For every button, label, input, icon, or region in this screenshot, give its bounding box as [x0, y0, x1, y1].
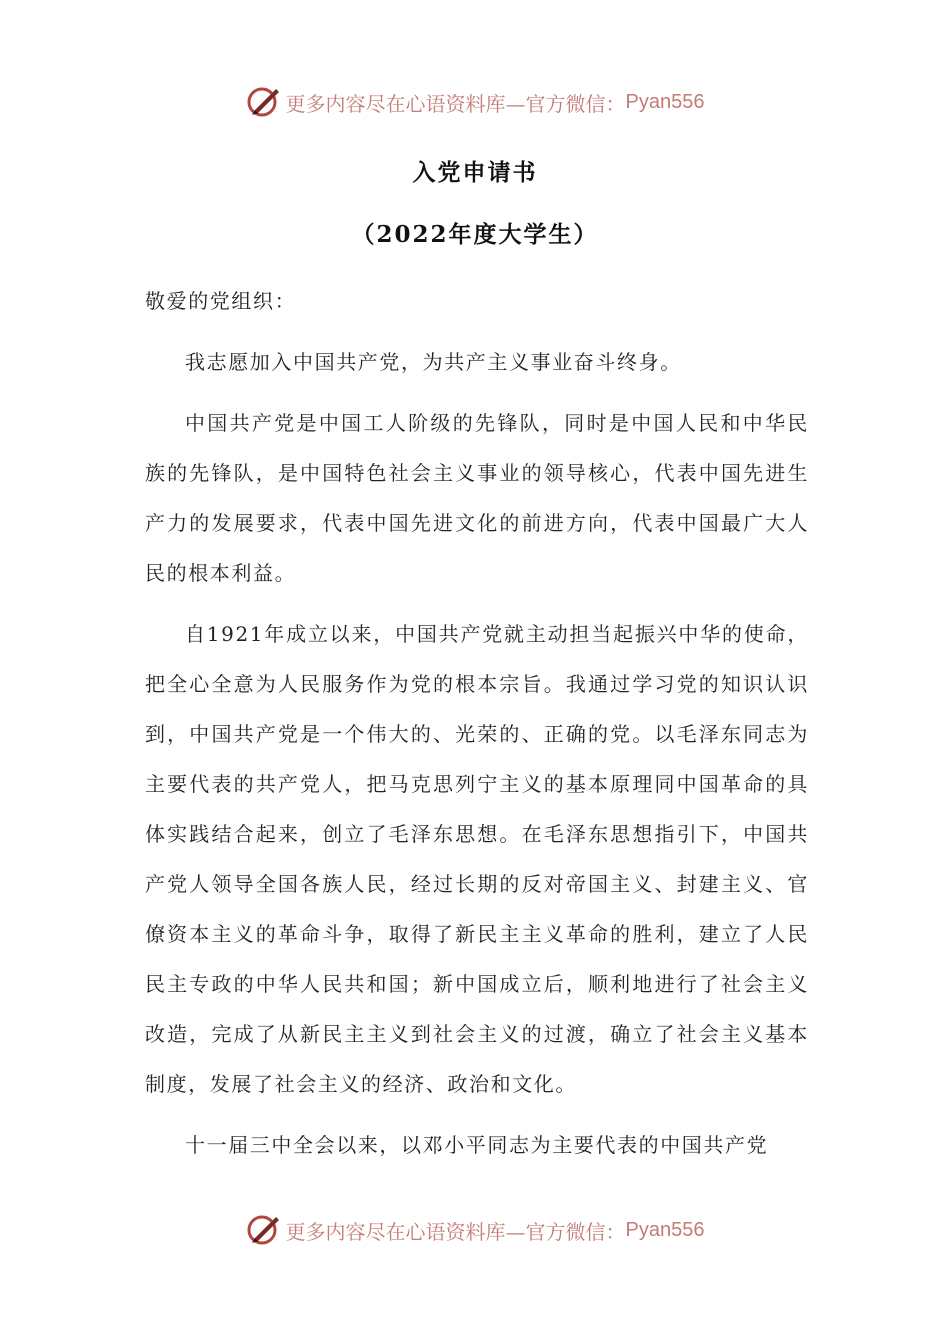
quill-pen-logo-icon — [246, 1212, 282, 1248]
watermark-handle: Pyan556 — [625, 1218, 705, 1241]
quill-pen-logo-icon — [246, 84, 282, 120]
document-title: 入党申请书 — [412, 159, 538, 186]
paragraph-4: 十一届三中全会以来，以邓小平同志为主要代表的中国共产党 — [185, 1133, 769, 1157]
watermark-text: 更多内容尽在心语资料库—官方微信： — [285, 91, 626, 116]
paragraph-2: 中国共产党是中国工人阶级的先锋队，同时是中国人民和中华民族的先锋队，是中国特色社会主义事业的领导核心，代表中国先进生产力的发展要求，代表中国先进文化的前进方向，代表中国最广大人民的根本利益。 — [145, 411, 809, 585]
salutation: 敬爱的党组织： — [145, 289, 297, 313]
watermark-text: 更多内容尽在心语资料库—官方微信： — [285, 1219, 626, 1244]
watermark-handle: Pyan556 — [625, 90, 705, 113]
header-watermark — [0, 82, 950, 122]
footer-watermark — [0, 1210, 950, 1250]
document-subtitle: （2022年度大学生） — [351, 221, 599, 248]
paragraph-1: 我志愿加入中国共产党，为共产主义事业奋斗终身。 — [185, 350, 682, 374]
document-body — [145, 276, 809, 1181]
paragraph-3: 自1921年成立以来，中国共产党就主动担当起振兴中华的使命，把全心全意为人民服务作为党的根本宗旨。我通过学习党的知识认识到，中国共产党是一个伟大的、光荣的、正确的党。以毛泽东同志为主要代表的共产党人，把马克思列宁主义的基本原理同中国革命的具体实践结合起来，创立了毛泽东思想。在毛泽东思想指引下，中国共产党人领导全国各族人民，经过长期的反对帝国主义、封建主义、官僚资本主义的革命斗争，取得了新民主主义革命的胜利，建立了人民民主专政的中华人民共和国；新中国成立后，顺利地进行了社会主义改造，完成了从新民主主义到社会主义的过渡，确立了社会主义基本制度，发展了社会主义的经济、政治和文化。 — [145, 622, 809, 1096]
